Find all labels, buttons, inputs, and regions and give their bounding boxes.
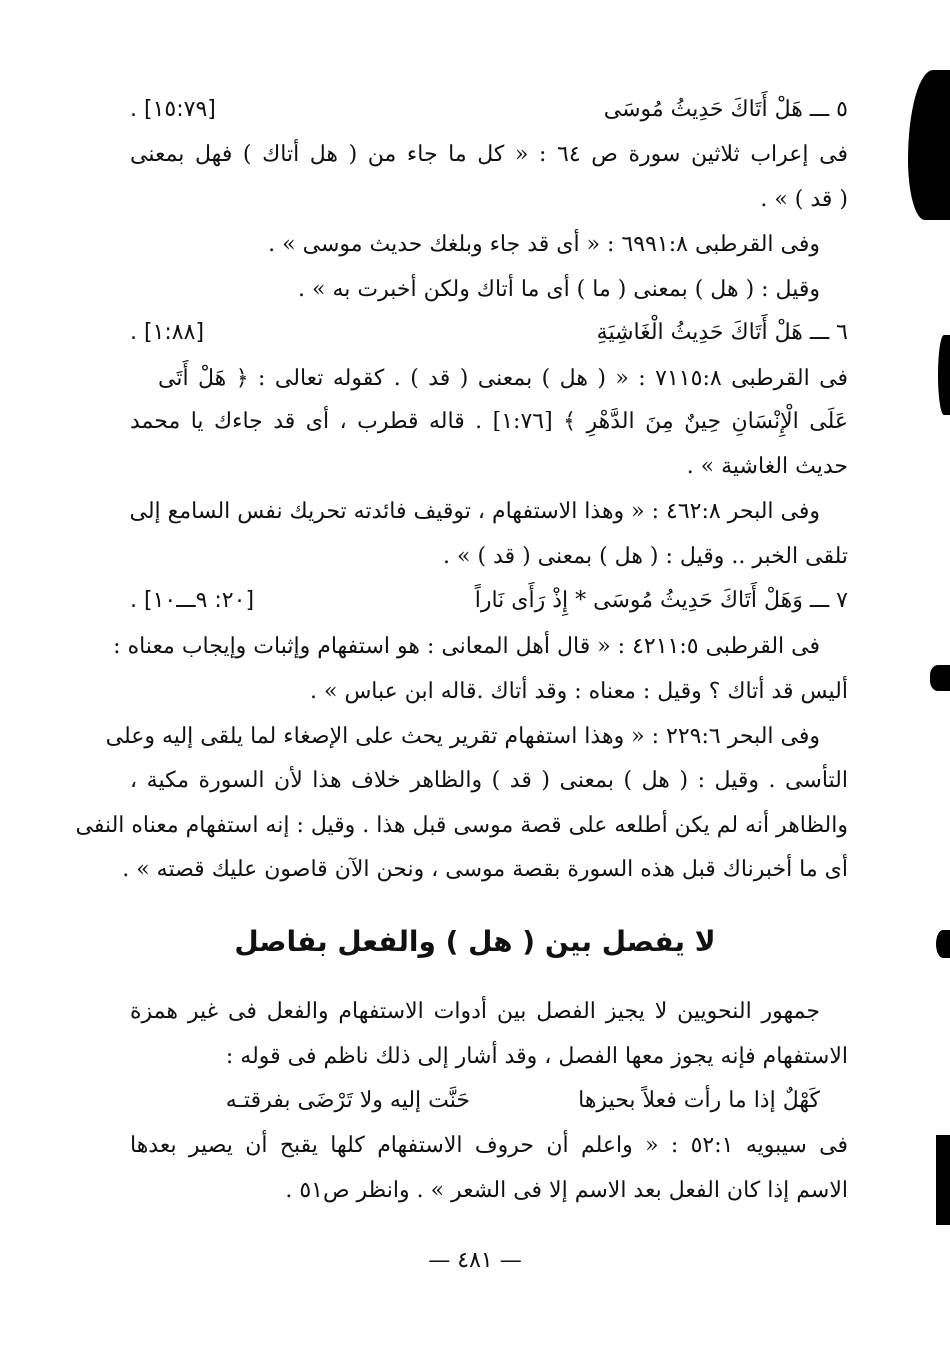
text-line: وفى البحر ٤٦٢:٨ : « وهذا الاستفهام ، توقيف فائدته تحريك نفس السامع إلى xyxy=(129,499,820,524)
text-line: جمهور النحويين لا يجيز الفصل بين أدوات الاستفهام والفعل فى غير همزة xyxy=(130,999,820,1024)
item-7-verse: ٧ ـــ وَهَلْ أَتَاكَ حَدِيثُ مُوسَى * إِذْ رَأَى نَاراً xyxy=(474,588,848,613)
text-line: عَلَى الْإِنْسَانِ حِينٌ مِنَ الدَّهْرِ ﴾ [١:٧٦] . قاله قطرب ، أى قد جاءك يا محمد xyxy=(130,409,848,434)
item-6-verse: ٦ ـــ هَلْ أَتَاكَ حَدِيثُ الْغَاشِيَةِ xyxy=(596,320,848,345)
text-line: والظاهر أنه لم يكن أطلعه على قصة موسى قبل هذا . وقيل : إنه استفهام معناه النفى xyxy=(75,813,848,838)
text-line: أى ما أخبرناك قبل هذه السورة بقصة موسى ، ونحن الآن قاصون عليك قصته » . xyxy=(122,857,848,882)
section-heading: لا يفصل بين ( هل ) والفعل بفاصل xyxy=(234,925,716,958)
item-5-reference: [١٥:٧٩] . xyxy=(130,97,216,122)
text-line: فى القرطبى ٧١١٥:٨ : « ( هل ) بمعنى ( قد ) . كقوله تعالى : ﴿ هَلْ أَتَى xyxy=(158,366,848,391)
text-line: حديث الغاشية » . xyxy=(686,454,848,479)
item-7-reference: [٢٠: ٩ـــ١٠] . xyxy=(130,588,255,613)
text-line: تلقى الخبر .. وقيل : ( هل ) بمعنى ( قد ) » . xyxy=(443,544,848,569)
text-line: وقيل : ( هل ) بمعنى ( ما ) أى ما أتاك ولكن أخبرت به » . xyxy=(298,277,820,302)
verse-hemistich-first: كَهْلٌ إذا ما رأت فعلاً بحيزها xyxy=(578,1088,820,1113)
verse-hemistich-second: حَنَّت إليه ولا تَرْضَى بفرقتـه xyxy=(225,1088,470,1113)
scan-edge-mark xyxy=(908,70,950,220)
scan-edge-mark xyxy=(938,335,950,415)
text-line: فى القرطبى ٤٢١١:٥ : « قال أهل المعانى : هو استفهام وإثبات وإيجاب معناه : xyxy=(113,634,820,659)
text-line: أليس قد أتاك ؟ وقيل : معناه : وقد أتاك .قاله ابن عباس » . xyxy=(310,679,848,704)
text-line: ( قد ) » . xyxy=(760,187,848,212)
item-6-reference: [١:٨٨] . xyxy=(130,320,205,345)
text-line: التأسى . وقيل : ( هل ) بمعنى ( قد ) والظاهر خلاف هذا لأن السورة مكية ، xyxy=(130,768,848,793)
text-line: الاستفهام فإنه يجوز معها الفصل ، وقد أشار إلى ذلك ناظم فى قوله : xyxy=(225,1044,848,1069)
scan-edge-mark xyxy=(936,1135,950,1225)
text-line: فى سيبويه ٥٢:١ : « واعلم أن حروف الاستفهام كلها يقبح أن يصير بعدها xyxy=(130,1133,848,1158)
text-line: فى إعراب ثلاثين سورة ص ٦٤ : « كل ما جاء من ( هل أتاك ) فهل بمعنى xyxy=(130,142,848,167)
scan-edge-mark xyxy=(930,665,950,691)
item-5-verse: ٥ ـــ هَلْ أَتَاكَ حَدِيثُ مُوسَى xyxy=(603,97,848,122)
page-number: — ٤٨١ — xyxy=(428,1248,522,1273)
text-line: وفى القرطبى ٦٩٩١:٨ : « أى قد جاء وبلغك حديث موسى » . xyxy=(268,232,820,257)
text-line: الاسم إذا كان الفعل بعد الاسم إلا فى الشعر » . وانظر ص٥١ . xyxy=(285,1178,848,1203)
text-line: وفى البحر ٢٢٩:٦ : « وهذا استفهام تقرير يحث على الإصغاء لما يلقى إليه وعلى xyxy=(105,724,820,749)
scan-edge-mark xyxy=(936,930,950,958)
